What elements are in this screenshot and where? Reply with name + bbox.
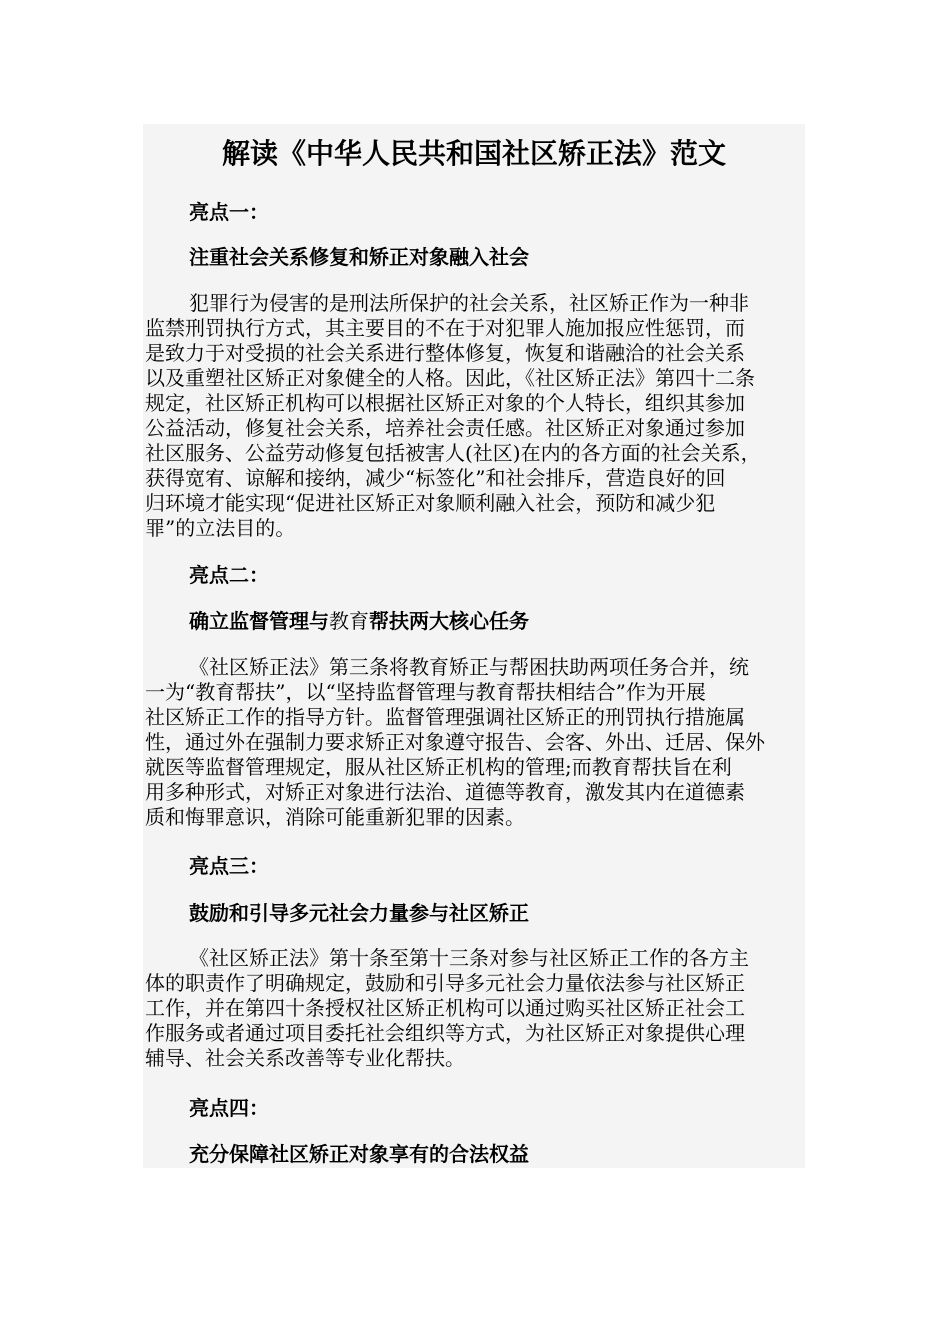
section-3-label: 亮点三： [189, 854, 269, 878]
document-page [143, 124, 805, 1168]
section-2-label: 亮点二： [189, 563, 269, 587]
text-line: 一为“教育帮扶”，以“坚持监督管理与教育帮扶相结合”作为开展 [145, 680, 706, 704]
section-3-paragraph [145, 946, 803, 1071]
text-line: 用多种形式，对矫正对象进行法治、道德等教育，激发其内在道德素 [145, 780, 745, 804]
text-line: 辅导、社会关系改善等专业化帮扶。 [145, 1046, 465, 1070]
text-line: 《社区矫正法》第三条将教育矫正与帮困扶助两项任务合并，统 [189, 655, 749, 679]
text-line: 归环境才能实现“促进社区矫正对象顺利融入社会，预防和减少犯 [145, 491, 716, 515]
text-line: 罪”的立法目的。 [145, 516, 296, 540]
text-line: 性，通过外在强制力要求矫正对象遵守报告、会客、外出、迁居、保外 [145, 730, 765, 754]
text-line: 就医等监督管理规定，服从社区矫正机构的管理;而教育帮扶旨在利 [145, 755, 732, 779]
heading-part: 教育 [329, 609, 369, 633]
text-line: 社区矫正工作的指导方针。监督管理强调社区矫正的刑罚执行措施属 [145, 705, 745, 729]
heading-part: 帮扶两大核心任务 [369, 609, 529, 633]
section-4-heading: 充分保障社区矫正对象享有的合法权益 [189, 1142, 529, 1166]
text-line: 体的职责作了明确规定，鼓励和引导多元社会力量依法参与社区矫正 [145, 971, 745, 995]
text-line: 以及重塑社区矫正对象健全的人格。因此，《社区矫正法》第四十二条 [145, 366, 755, 390]
heading-part: 确立监督管理与 [189, 609, 329, 633]
document-title: 解读《中华人民共和国社区矫正法》范文 [221, 137, 726, 170]
text-line: 《社区矫正法》第十条至第十三条对参与社区矫正工作的各方主 [189, 946, 749, 970]
section-4-label: 亮点四： [189, 1096, 269, 1120]
text-line: 监禁刑罚执行方式，其主要目的不在于对犯罪人施加报应性惩罚，而 [145, 316, 745, 340]
text-line: 规定，社区矫正机构可以根据社区矫正对象的个人特长，组织其参加 [145, 391, 745, 415]
text-line: 犯罪行为侵害的是刑法所保护的社会关系，社区矫正作为一种非 [189, 291, 749, 315]
section-1-heading: 注重社会关系修复和矫正对象融入社会 [189, 245, 529, 269]
text-line: 工作，并在第四十条授权社区矫正机构可以通过购买社区矫正社会工 [145, 996, 745, 1020]
text-line: 获得宽宥、谅解和接纳，减少“标签化”和社会排斥，营造良好的回 [145, 466, 726, 490]
text-line: 公益活动，修复社会关系，培养社会责任感。社区矫正对象通过参加 [145, 416, 745, 440]
text-line: 社区服务、公益劳动修复包括被害人(社区)在内的各方面的社会关系， [145, 441, 761, 465]
section-1-paragraph [145, 291, 803, 541]
section-3-heading: 鼓励和引导多元社会力量参与社区矫正 [189, 901, 529, 925]
text-line: 是致力于对受损的社会关系进行整体修复，恢复和谐融洽的社会关系 [145, 341, 745, 365]
section-1-label: 亮点一： [189, 200, 269, 224]
text-line: 作服务或者通过项目委托社会组织等方式，为社区矫正对象提供心理 [145, 1021, 745, 1045]
text-line: 质和悔罪意识，消除可能重新犯罪的因素。 [145, 805, 525, 829]
section-2-paragraph [145, 655, 803, 830]
section-2-heading [189, 607, 529, 635]
